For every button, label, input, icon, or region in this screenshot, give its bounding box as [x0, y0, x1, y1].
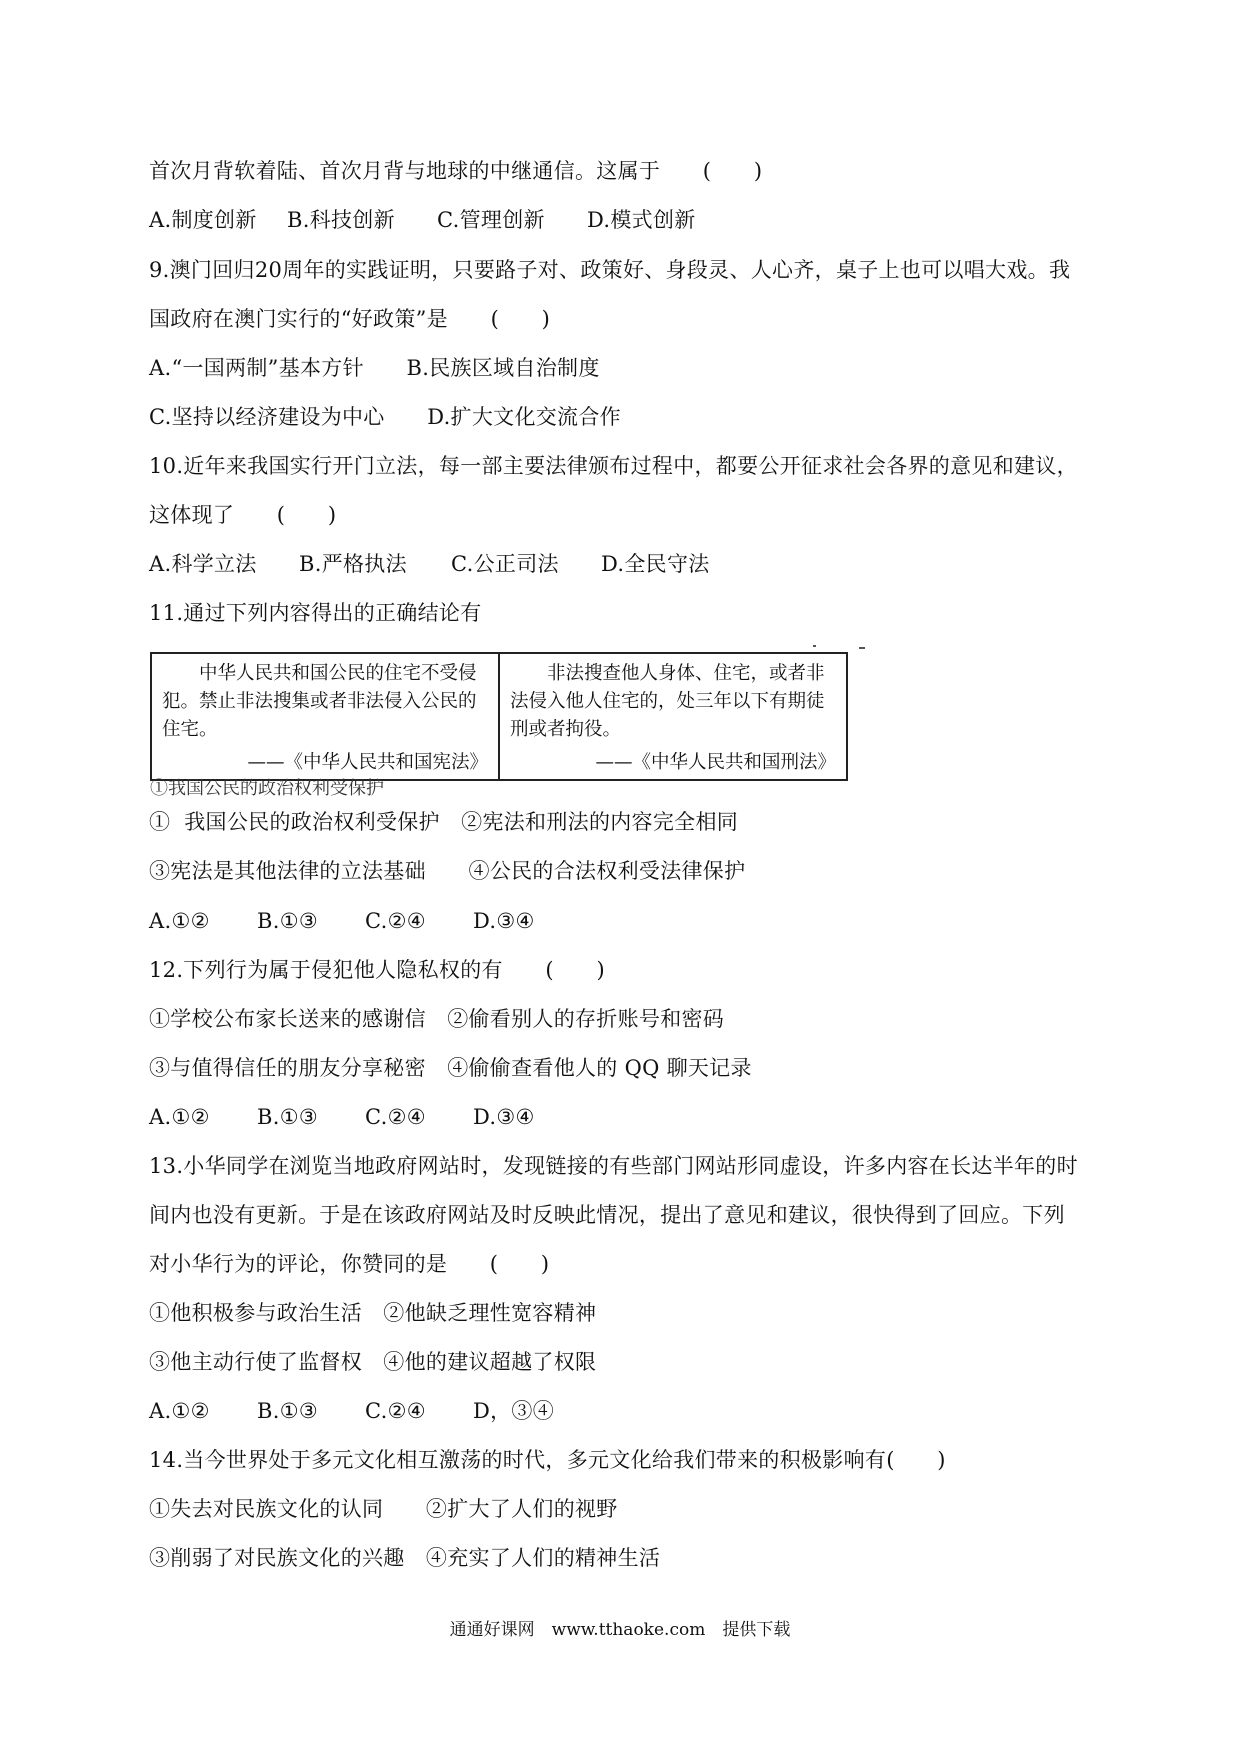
q11-option-c[interactable]: C.②④ — [365, 909, 426, 933]
q9-options-ab[interactable]: A.“一国两制”基本方针 B.民族区域自治制度 — [149, 356, 600, 380]
q9-stem-line2: 国政府在澳门实行的“好政策”是 ( ) — [149, 307, 551, 331]
q8-option-a[interactable]: A.制度创新 — [149, 208, 257, 232]
q11-options — [149, 907, 535, 935]
q9-options-cd[interactable]: C.坚持以经济建设为中心 D.扩大文化交流合作 — [149, 405, 621, 429]
q14-statements-34: ③削弱了对民族文化的兴趣 ④充实了人们的精神生活 — [149, 1546, 661, 1570]
q12-statements-12: ①学校公布家长送来的感谢信 ②偷看别人的存折账号和密码 — [149, 1007, 725, 1031]
q8-option-d[interactable]: D.模式创新 — [587, 208, 696, 232]
q11-option-d[interactable]: D.③④ — [473, 909, 535, 933]
criminal-law-excerpt-text: 非法搜查他人身体、住宅，或者非法侵入他人住宅的，处三年以下有期徒刑或者拘役。 — [510, 663, 825, 740]
q11-statements-34: ③宪法是其他法律的立法基础 ④公民的合法权利受法律保护 — [149, 859, 746, 883]
q12-option-d[interactable]: D.③④ — [473, 1105, 535, 1129]
q12-option-c[interactable]: C.②④ — [365, 1105, 426, 1129]
scan-speck — [813, 645, 816, 647]
q8-options — [149, 206, 696, 234]
constitution-excerpt-source: ——《中华人民共和国宪法》 — [247, 752, 488, 773]
criminal-law-excerpt — [498, 654, 846, 779]
q14-statements-12: ①失去对民族文化的认同 ②扩大了人们的视野 — [149, 1497, 618, 1521]
q13-stem-line1: 13.小华同学在浏览当地政府网站时，发现链接的有些部门网站形同虚设，许多内容在长达半年的时 — [149, 1154, 1078, 1178]
q10-option-b[interactable]: B.严格执法 — [299, 552, 407, 576]
q11-option-a[interactable]: A.①② — [149, 909, 210, 933]
q13-option-b[interactable]: B.①③ — [257, 1399, 318, 1423]
constitution-excerpt-text: 中华人民共和国公民的住宅不受侵犯。禁止非法搜集或者非法侵入公民的住宅。 — [162, 663, 477, 740]
q8-option-c[interactable]: C.管理创新 — [437, 208, 545, 232]
q9-stem-line1: 9.澳门回归20周年的实践证明，只要路子对、政策好、身段灵、人心齐，桌子上也可以唱大戏。我 — [149, 258, 1071, 282]
q11-stem: 11.通过下列内容得出的正确结论有 — [149, 601, 482, 625]
q12-options — [149, 1103, 535, 1131]
q13-stem-line2: 间内也没有更新。于是在该政府网站及时反映此情况，提出了意见和建议，很快得到了回应。下列 — [149, 1203, 1065, 1227]
q12-stem: 12.下列行为属于侵犯他人隐私权的有 ( ) — [149, 958, 605, 982]
q10-stem-line2: 这体现了 ( ) — [149, 503, 337, 527]
q10-option-a[interactable]: A.科学立法 — [149, 552, 257, 576]
q12-statements-34: ③与值得信任的朋友分享秘密 ④偷偷查看他人的 QQ 聊天记录 — [149, 1056, 752, 1080]
cutoff-text-fragment: ①我国公民的政治权利受保护 — [150, 778, 384, 799]
q11-option-b[interactable]: B.①③ — [257, 909, 318, 933]
q13-statements-34: ③他主动行使了监督权 ④他的建议超越了权限 — [149, 1350, 597, 1374]
q8-option-b[interactable]: B.科技创新 — [287, 208, 395, 232]
q12-option-b[interactable]: B.①③ — [257, 1105, 318, 1129]
q10-option-d[interactable]: D.全民守法 — [601, 552, 710, 576]
q10-stem-line1: 10.近年来我国实行开门立法，每一部主要法律颁布过程中，都要公开征求社会各界的意见和建议， — [149, 454, 1078, 478]
q11-statements-12: ① 我国公民的政治权利受保护 ②宪法和刑法的内容完全相同 — [149, 810, 739, 834]
q13-option-a[interactable]: A.①② — [149, 1399, 210, 1423]
q10-options — [149, 550, 710, 578]
q13-stem-line3: 对小华行为的评论，你赞同的是 ( ) — [149, 1252, 550, 1276]
q14-stem: 14.当今世界处于多元文化相互激荡的时代，多元文化给我们带来的积极影响有( ) — [149, 1448, 946, 1472]
q10-option-c[interactable]: C.公正司法 — [451, 552, 559, 576]
q12-option-a[interactable]: A.①② — [149, 1105, 210, 1129]
q8-stem-tail: 首次月背软着陆、首次月背与地球的中继通信。这属于 ( ) — [149, 159, 763, 183]
criminal-law-excerpt-source: ——《中华人民共和国刑法》 — [595, 752, 836, 773]
law-excerpt-table — [150, 652, 848, 781]
constitution-excerpt — [152, 654, 498, 779]
q13-options — [149, 1397, 554, 1425]
q13-option-d[interactable]: D，③④ — [473, 1399, 555, 1423]
q13-option-c[interactable]: C.②④ — [365, 1399, 426, 1423]
page-footer: 通通好课网 www.tthaoke.com 提供下载 — [449, 1620, 791, 1640]
q13-statements-12: ①他积极参与政治生活 ②他缺乏理性宽容精神 — [149, 1301, 597, 1325]
scan-speck — [859, 647, 865, 649]
